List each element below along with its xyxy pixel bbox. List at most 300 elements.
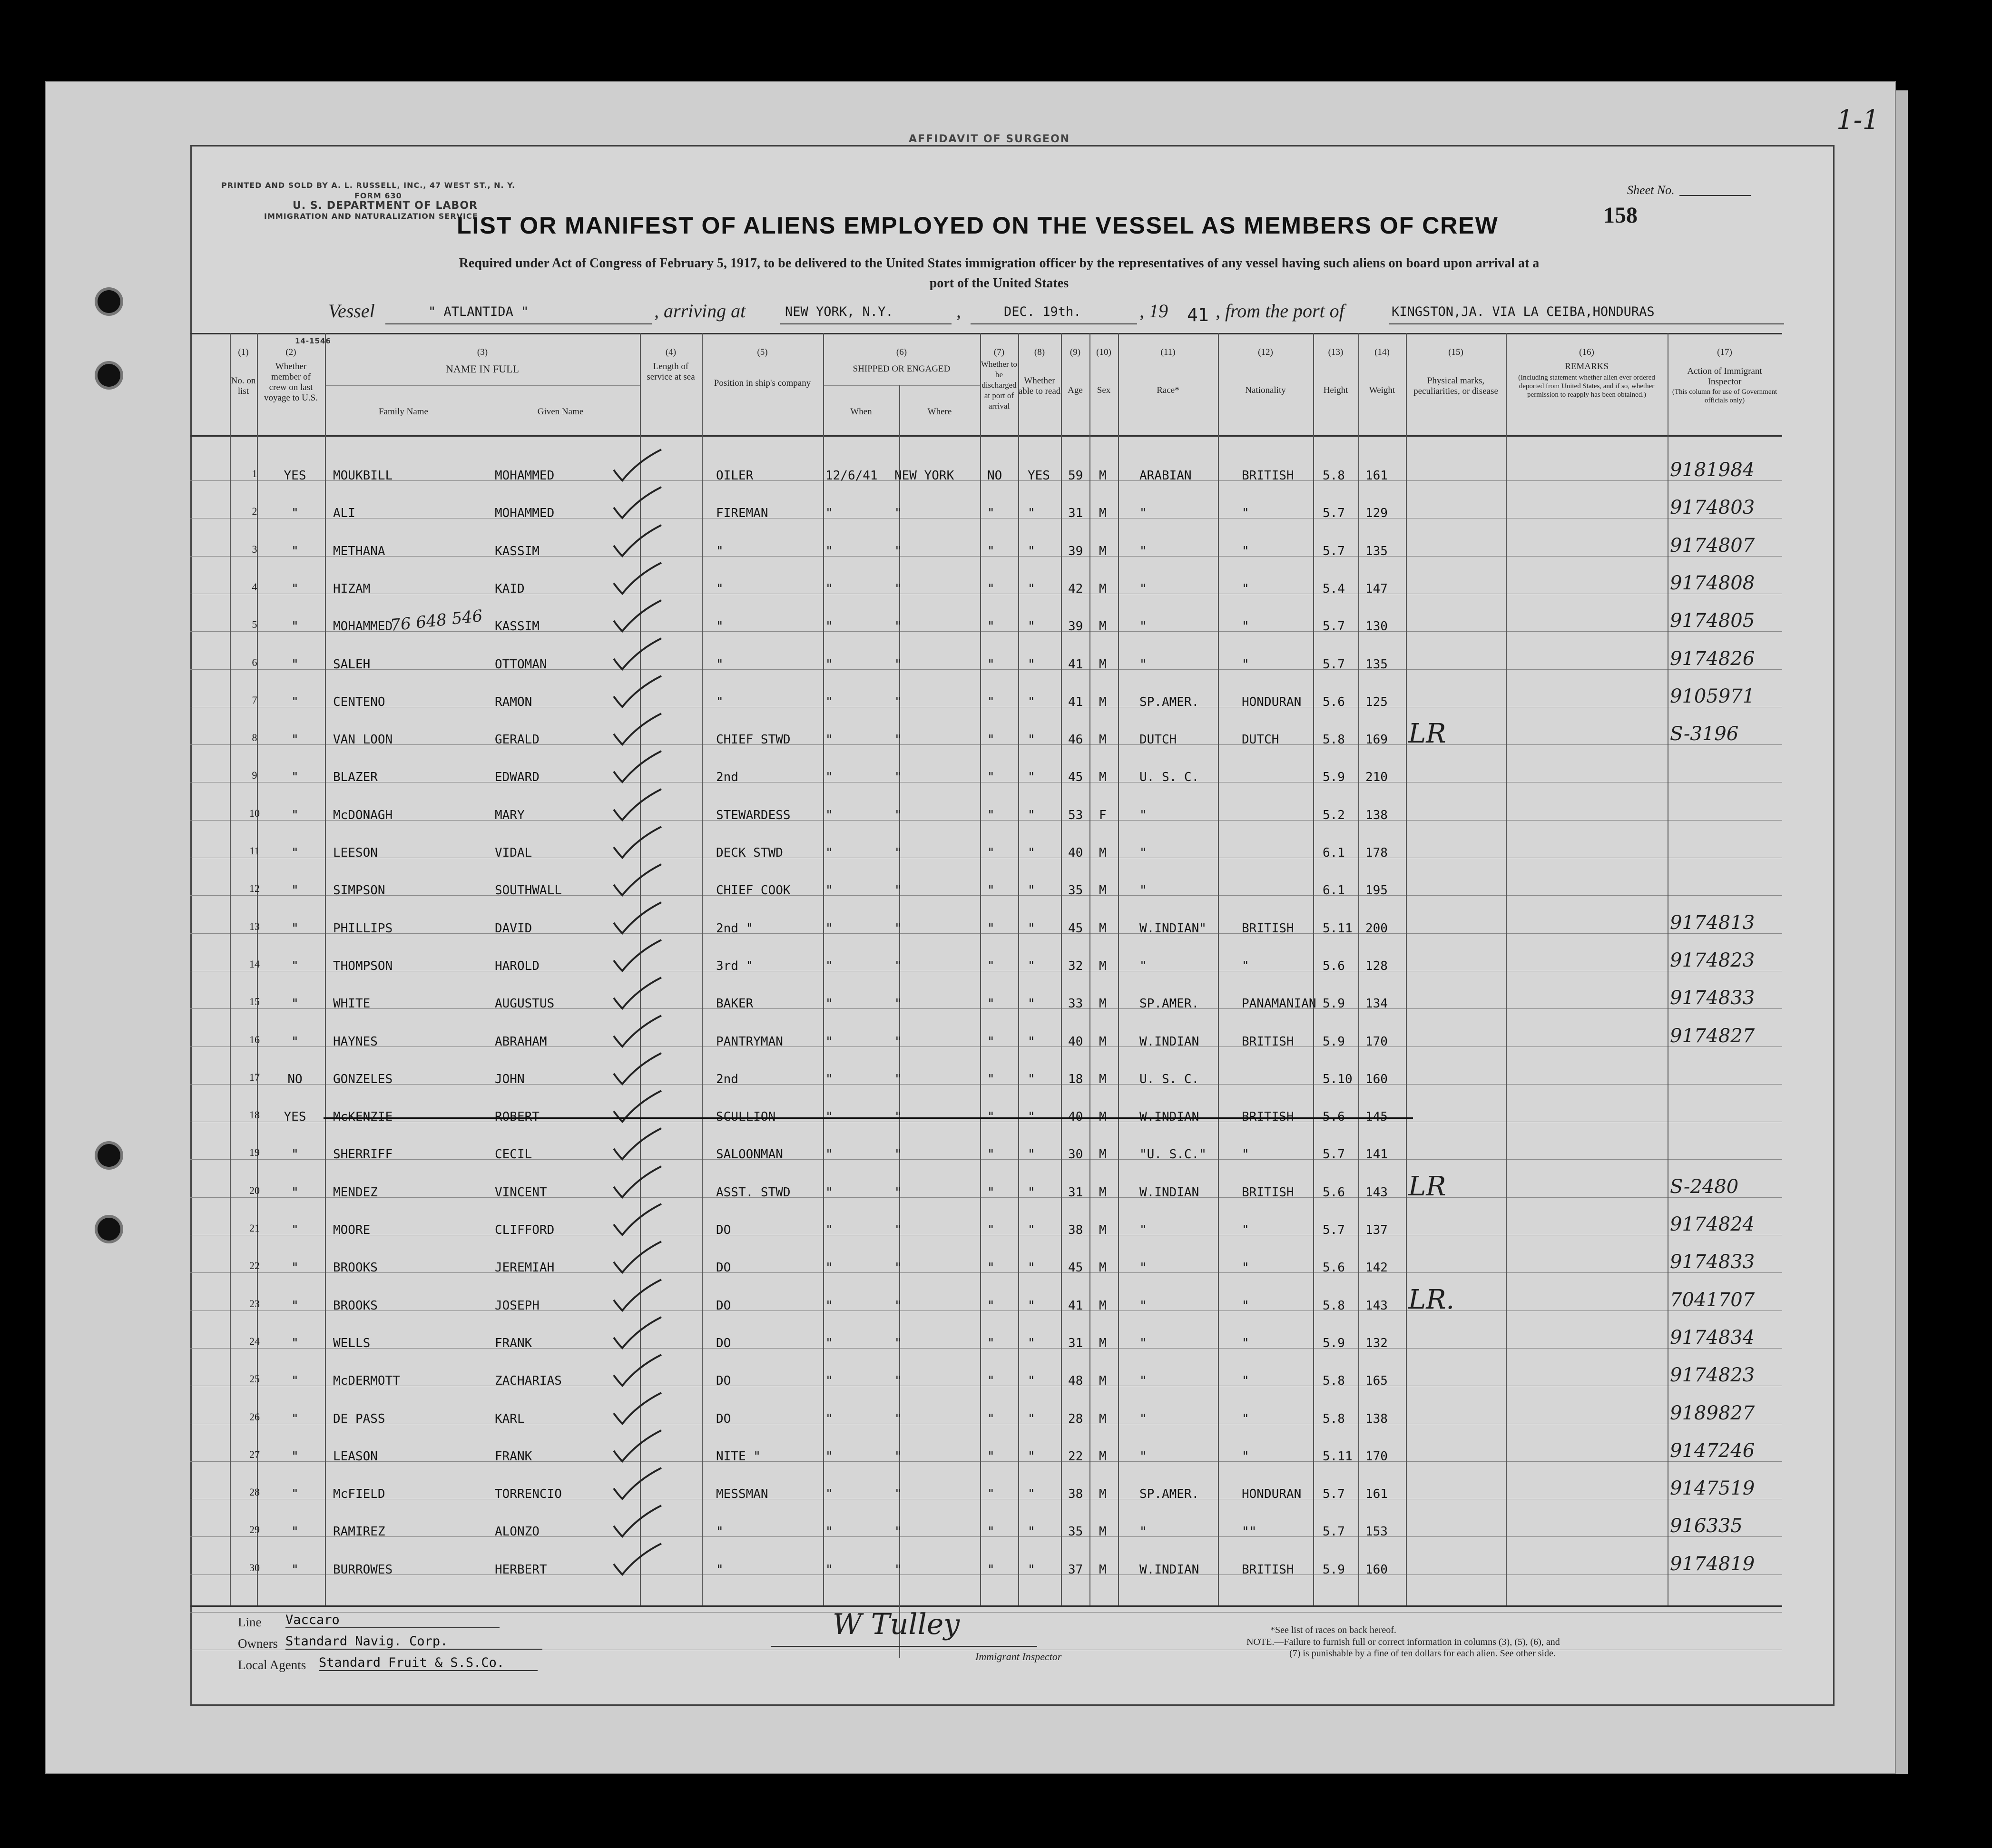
physical-marks: LR. [1408, 1284, 1455, 1315]
cell-height: 5.7 [1323, 1487, 1345, 1502]
cell-where: " [894, 694, 902, 709]
cell-disch: " [987, 1525, 995, 1539]
col-divider [899, 385, 900, 1658]
cell-family: McDONAGH [333, 808, 393, 822]
col-divider [1406, 333, 1407, 1605]
owners-value: Standard Navig. Corp. [285, 1634, 542, 1650]
row-number: 3 [252, 543, 257, 555]
cell-weight: 195 [1365, 883, 1388, 898]
punch-hole [98, 1144, 120, 1167]
cell-nat: HONDURAN [1242, 694, 1302, 709]
cell-age: 28 [1068, 1411, 1083, 1426]
affidavit-heading: AFFIDAVIT OF SURGEON [909, 133, 1070, 145]
cell-when: " [825, 846, 833, 860]
row-number: 15 [249, 996, 260, 1008]
cell-age: 48 [1068, 1374, 1083, 1388]
cell-when: " [825, 657, 833, 672]
race-note: *See list of races on back hereof. [1270, 1625, 1396, 1635]
cell-sex: F [1099, 808, 1107, 822]
cell-age: 35 [1068, 883, 1083, 898]
cell-where: " [894, 808, 902, 822]
cell-race: U. S. C. [1139, 1072, 1199, 1086]
inspector-action: 9174833 [1670, 1251, 1755, 1273]
cell-nat: " [1242, 958, 1249, 973]
cell-family: LEESON [333, 846, 378, 860]
cell-nat: "" [1242, 1525, 1257, 1539]
cell-weight: 145 [1365, 1110, 1388, 1124]
col-divider [823, 333, 824, 1605]
col6-header: SHIPPED OR ENGAGED [853, 364, 951, 374]
col8-header: Whether able to read [1018, 376, 1061, 396]
cell-read: " [1028, 1223, 1035, 1237]
service-checkmark [609, 711, 666, 749]
cell-crew: " [291, 506, 299, 521]
cell-read: " [1028, 1147, 1035, 1162]
col11-number: (11) [1160, 347, 1176, 357]
row-number: 10 [249, 807, 260, 819]
cell-family: VAN LOON [333, 733, 393, 747]
punch-hole [98, 364, 120, 387]
cell-race: SP.AMER. [1139, 997, 1199, 1011]
cell-height: 6.1 [1323, 883, 1345, 898]
col-divider [1313, 333, 1314, 1605]
service-checkmark [609, 1503, 666, 1541]
col10-number: (10) [1096, 347, 1111, 357]
cell-sex: M [1099, 1525, 1107, 1539]
cell-read: " [1028, 1298, 1035, 1313]
cell-weight: 135 [1365, 544, 1388, 558]
cell-disch: " [987, 883, 995, 898]
row-number: 18 [249, 1109, 260, 1121]
col2-header: Whether member of crew on last voyage to U.S. [264, 362, 318, 403]
cell-position: FIREMAN [716, 506, 768, 521]
cell-weight: 170 [1365, 1034, 1388, 1049]
service-checkmark [609, 1013, 666, 1051]
cell-height: 5.9 [1323, 1562, 1345, 1577]
col7-header: Whether to be discharged at port of arrival [981, 360, 1017, 411]
cell-position: OILER [716, 469, 754, 483]
cell-where: " [894, 921, 902, 936]
cell-position: ASST. STWD [716, 1185, 791, 1200]
cell-family: McKENZIE [333, 1110, 393, 1124]
cell-weight: 161 [1365, 469, 1388, 483]
cell-position: " [716, 1525, 724, 1539]
cell-weight: 138 [1365, 808, 1388, 822]
arriving-line [780, 323, 952, 324]
cell-read: " [1028, 1411, 1035, 1426]
cell-sex: M [1099, 581, 1107, 596]
cell-family: WHITE [333, 997, 371, 1011]
cell-nat: " [1242, 1411, 1249, 1426]
cell-disch: " [987, 694, 995, 709]
cell-height: 5.10 [1323, 1072, 1353, 1086]
cell-race: " [1139, 1525, 1147, 1539]
cell-age: 32 [1068, 958, 1083, 973]
cell-disch: " [987, 997, 995, 1011]
cell-given: SOUTHWALL [495, 883, 562, 898]
cell-nat: BRITISH [1242, 1562, 1294, 1577]
cell-where: " [894, 1411, 902, 1426]
cell-nat: BRITISH [1242, 921, 1294, 936]
col13-number: (13) [1328, 347, 1344, 357]
col6b-header: Where [927, 407, 952, 417]
cell-race: " [1139, 581, 1147, 596]
cell-weight: 147 [1365, 581, 1388, 596]
service-checkmark [609, 674, 666, 712]
cell-weight: 161 [1365, 1487, 1388, 1502]
cell-given: ABRAHAM [495, 1034, 547, 1049]
cell-read: " [1028, 1072, 1035, 1086]
cell-disch: " [987, 619, 995, 634]
cell-height: 5.9 [1323, 1034, 1345, 1049]
date-line [971, 323, 1137, 324]
cell-crew: " [291, 1223, 299, 1237]
row-line [190, 820, 1782, 821]
col-divider [1506, 333, 1507, 1605]
cell-race: " [1139, 808, 1147, 822]
service-checkmark [609, 749, 666, 787]
vessel-name: " ATLANTIDA " [428, 304, 529, 319]
page-title: LIST OR MANIFEST OF ALIENS EMPLOYED ON THE VESSEL AS MEMBERS OF CREW [457, 212, 1499, 239]
cell-read: " [1028, 1487, 1035, 1502]
inspector-action: 916335 [1670, 1515, 1743, 1537]
cell-position: DO [716, 1261, 731, 1275]
cell-sex: M [1099, 733, 1107, 747]
cell-nat: BRITISH [1242, 1110, 1294, 1124]
cell-age: 40 [1068, 846, 1083, 860]
cell-where: " [894, 1185, 902, 1200]
cell-read: " [1028, 581, 1035, 596]
cell-race: " [1139, 1261, 1147, 1275]
cell-age: 33 [1068, 997, 1083, 1011]
cell-when: " [825, 619, 833, 634]
cell-age: 31 [1068, 1185, 1083, 1200]
cell-given: VIDAL [495, 846, 532, 860]
col8-number: (8) [1034, 347, 1045, 357]
line-value: Vaccaro [285, 1613, 500, 1628]
cell-sex: M [1099, 846, 1107, 860]
cell-position: DO [716, 1411, 731, 1426]
service-checkmark [609, 900, 666, 938]
cell-race: W.INDIAN [1139, 1562, 1199, 1577]
service-checkmark [609, 523, 666, 561]
row-line [190, 480, 1782, 481]
cell-disch: " [987, 1072, 995, 1086]
cell-race: " [1139, 958, 1147, 973]
owners-label: Owners [238, 1636, 278, 1651]
cell-disch: " [987, 1185, 995, 1200]
cell-disch: " [987, 1147, 995, 1162]
inspector-action: 9174826 [1670, 647, 1755, 670]
cell-crew: YES [284, 469, 306, 483]
penalty-note-2: (7) is punishable by a fine of ten dollars for each alien. See other side. [1289, 1648, 1556, 1659]
cell-weight: 160 [1365, 1072, 1388, 1086]
agents-value: Standard Fruit & S.S.Co. [319, 1655, 538, 1671]
cell-race: U. S. C. [1139, 770, 1199, 785]
inspector-action: 9174819 [1670, 1553, 1755, 1575]
cell-when: " [825, 1336, 833, 1350]
subtitle-line-2: port of the United States [929, 276, 1069, 291]
cell-weight: 210 [1365, 770, 1388, 785]
cell-crew: " [291, 846, 299, 860]
col10-header: Sex [1097, 385, 1111, 395]
cell-sex: M [1099, 657, 1107, 672]
cell-sex: M [1099, 506, 1107, 521]
cell-position: " [716, 619, 724, 634]
row-number: 30 [249, 1561, 260, 1574]
cell-nat: " [1242, 1449, 1249, 1464]
service-checkmark [609, 1277, 666, 1315]
inspector-action: 9174808 [1670, 572, 1755, 594]
cell-where: NEW YORK [894, 469, 954, 483]
cell-nat: " [1242, 506, 1249, 521]
cell-position: " [716, 544, 724, 558]
cell-race: " [1139, 1336, 1147, 1350]
cell-disch: " [987, 1298, 995, 1313]
cell-when: 12/6/41 [825, 469, 878, 483]
cell-read: " [1028, 1374, 1035, 1388]
cell-height: 5.6 [1323, 1261, 1345, 1275]
cell-height: 5.8 [1323, 1374, 1345, 1388]
cell-height: 5.7 [1323, 619, 1345, 634]
cell-family: MOHAMMED [333, 619, 393, 634]
cell-given: DAVID [495, 921, 532, 936]
cell-age: 22 [1068, 1449, 1083, 1464]
cell-crew: " [291, 619, 299, 634]
service-checkmark [609, 447, 666, 485]
cell-nat: HONDURAN [1242, 1487, 1302, 1502]
cell-age: 41 [1068, 1298, 1083, 1313]
row-line [190, 1008, 1782, 1009]
physical-marks: LR [1408, 1171, 1446, 1202]
cell-race: " [1139, 1411, 1147, 1426]
cell-family: ALI [333, 506, 355, 521]
service-checkmark [609, 1428, 666, 1466]
cell-disch: " [987, 657, 995, 672]
cell-given: HAROLD [495, 958, 540, 973]
cell-family: MOORE [333, 1223, 371, 1237]
cell-read: " [1028, 958, 1035, 973]
cell-position: 2nd [716, 1072, 738, 1086]
from-port: KINGSTON,JA. VIA LA CEIBA,HONDURAS [1392, 304, 1655, 319]
cell-crew: " [291, 883, 299, 898]
cell-given: FRANK [495, 1449, 532, 1464]
cell-height: 5.4 [1323, 581, 1345, 596]
cell-when: " [825, 1374, 833, 1388]
agents-label: Local Agents [238, 1658, 306, 1672]
cell-weight: 178 [1365, 846, 1388, 860]
cell-sex: M [1099, 1449, 1107, 1464]
cell-weight: 160 [1365, 1562, 1388, 1577]
cell-age: 31 [1068, 506, 1083, 521]
service-checkmark [609, 824, 666, 862]
inspector-action: 9174824 [1670, 1213, 1755, 1235]
cell-position: " [716, 694, 724, 709]
cell-crew: " [291, 1261, 299, 1275]
cell-when: " [825, 770, 833, 785]
cell-weight: 125 [1365, 694, 1388, 709]
cell-read: " [1028, 883, 1035, 898]
cell-height: 5.8 [1323, 469, 1345, 483]
cell-height: 5.11 [1323, 921, 1353, 936]
cell-where: " [894, 1223, 902, 1237]
col3-number: (3) [477, 347, 488, 357]
cell-nat: " [1242, 1298, 1249, 1313]
cell-given: HERBERT [495, 1562, 547, 1577]
row-line [190, 1574, 1782, 1575]
cell-disch: " [987, 958, 995, 973]
cell-given: TORRENCIO [495, 1487, 562, 1502]
cell-disch: NO [987, 469, 1002, 483]
cell-weight: 142 [1365, 1261, 1388, 1275]
cell-given: AUGUSTUS [495, 997, 555, 1011]
cell-height: 5.8 [1323, 733, 1345, 747]
col15-header: Physical marks, peculiarities, or disease [1413, 376, 1498, 396]
service-checkmark [609, 598, 666, 636]
cell-position: SALOONMAN [716, 1147, 783, 1162]
cell-race: " [1139, 657, 1147, 672]
cell-position: " [716, 657, 724, 672]
cell-family: SIMPSON [333, 883, 385, 898]
col12-header: Nationality [1245, 385, 1286, 395]
col-divider [325, 333, 326, 1605]
col-divider [230, 333, 231, 1605]
cell-family: BROOKS [333, 1261, 378, 1275]
cell-when: " [825, 808, 833, 822]
row-number: 19 [249, 1146, 260, 1159]
cell-where: " [894, 997, 902, 1011]
row-number: 9 [252, 769, 257, 782]
cell-where: " [894, 1487, 902, 1502]
cell-crew: " [291, 657, 299, 672]
row-number: 27 [249, 1448, 260, 1460]
cell-read: " [1028, 1261, 1035, 1275]
cell-nat: " [1242, 581, 1249, 596]
cell-sex: M [1099, 1072, 1107, 1086]
row-number: 20 [249, 1184, 260, 1196]
cell-crew: " [291, 1525, 299, 1539]
row-number: 28 [249, 1486, 260, 1498]
cell-given: JOSEPH [495, 1298, 540, 1313]
cell-position: BAKER [716, 997, 754, 1011]
cell-age: 45 [1068, 1261, 1083, 1275]
row-number: 13 [249, 920, 260, 932]
line-label: Line [238, 1615, 262, 1629]
cell-sex: M [1099, 1185, 1107, 1200]
cell-when: " [825, 544, 833, 558]
cell-disch: " [987, 1110, 995, 1124]
cell-disch: " [987, 733, 995, 747]
cell-nat: " [1242, 657, 1249, 672]
cell-given: RAMON [495, 694, 532, 709]
cell-sex: M [1099, 921, 1107, 936]
cell-read: " [1028, 1336, 1035, 1350]
cell-where: " [894, 1374, 902, 1388]
inspector-action: 9174823 [1670, 949, 1755, 971]
cell-crew: " [291, 544, 299, 558]
col9-number: (9) [1070, 347, 1081, 357]
header-bottom-border [190, 435, 1782, 437]
cell-where: " [894, 619, 902, 634]
row-number: 8 [252, 732, 257, 744]
cell-disch: " [987, 544, 995, 558]
cell-family: HAYNES [333, 1034, 378, 1049]
cell-crew: " [291, 1411, 299, 1426]
table-bottom-border [190, 1605, 1782, 1607]
cell-family: MOUKBILL [333, 469, 393, 483]
service-checkmark [609, 560, 666, 598]
date-comma: , [956, 300, 961, 322]
cell-crew: " [291, 694, 299, 709]
sheet-line [1679, 195, 1751, 196]
cell-age: 45 [1068, 770, 1083, 785]
cell-height: 5.7 [1323, 1223, 1345, 1237]
printer-line: PRINTED AND SOLD BY A. L. RUSSELL, INC., 47 WEST ST., N. Y. [221, 181, 516, 190]
col15-number: (15) [1448, 347, 1463, 357]
inspector-action: 9147519 [1670, 1477, 1755, 1500]
sheet-label-text: Sheet No. [1627, 183, 1675, 197]
punch-hole [98, 1218, 120, 1241]
cell-when: " [825, 958, 833, 973]
row-line [190, 895, 1782, 896]
service-checkmark [609, 938, 666, 976]
cell-sex: M [1099, 1298, 1107, 1313]
cell-height: 5.7 [1323, 1147, 1345, 1162]
col4-header: Length of service at sea [647, 362, 695, 382]
cell-when: " [825, 1298, 833, 1313]
row-line [190, 556, 1782, 557]
cell-nat: PANAMANIAN [1242, 997, 1316, 1011]
cell-weight: 132 [1365, 1336, 1388, 1350]
sheet-label [1627, 183, 1675, 197]
col2-number: (2) [285, 347, 296, 357]
cell-position: STEWARDESS [716, 808, 791, 822]
cell-race: "U. S.C." [1139, 1147, 1207, 1162]
service-checkmark [609, 1051, 666, 1089]
cell-position: 2nd " [716, 921, 754, 936]
service-checkmark [609, 1164, 666, 1202]
cell-weight: 128 [1365, 958, 1388, 973]
year-label: , 19 [1139, 300, 1168, 322]
cell-given: MARY [495, 808, 525, 822]
cell-read: " [1028, 544, 1035, 558]
inspector-action: 9174823 [1670, 1364, 1755, 1387]
cell-nat: " [1242, 1147, 1249, 1162]
form-number: FORM 630 [354, 191, 402, 200]
row-number: 11 [249, 845, 260, 857]
row-number: 25 [249, 1373, 260, 1385]
cell-where: " [894, 1110, 902, 1124]
physical-marks: LR [1408, 718, 1446, 750]
cell-given: EDWARD [495, 770, 540, 785]
cell-disch: " [987, 1449, 995, 1464]
shipped-subheader-line [823, 385, 980, 386]
col5-number: (5) [757, 347, 768, 357]
cell-race: " [1139, 619, 1147, 634]
department-text: U. S. DEPARTMENT OF LABOR [293, 200, 478, 212]
cell-crew: " [291, 808, 299, 822]
service-checkmark [609, 787, 666, 825]
cell-when: " [825, 997, 833, 1011]
col-divider [702, 333, 703, 1605]
vessel-label: Vessel [328, 300, 375, 322]
cell-given: VINCENT [495, 1185, 547, 1200]
cell-position: DO [716, 1336, 731, 1350]
cell-crew: " [291, 958, 299, 973]
row-number: 6 [252, 656, 257, 668]
cell-given: ZACHARIAS [495, 1374, 562, 1388]
inspector-action: S-3196 [1670, 723, 1739, 745]
